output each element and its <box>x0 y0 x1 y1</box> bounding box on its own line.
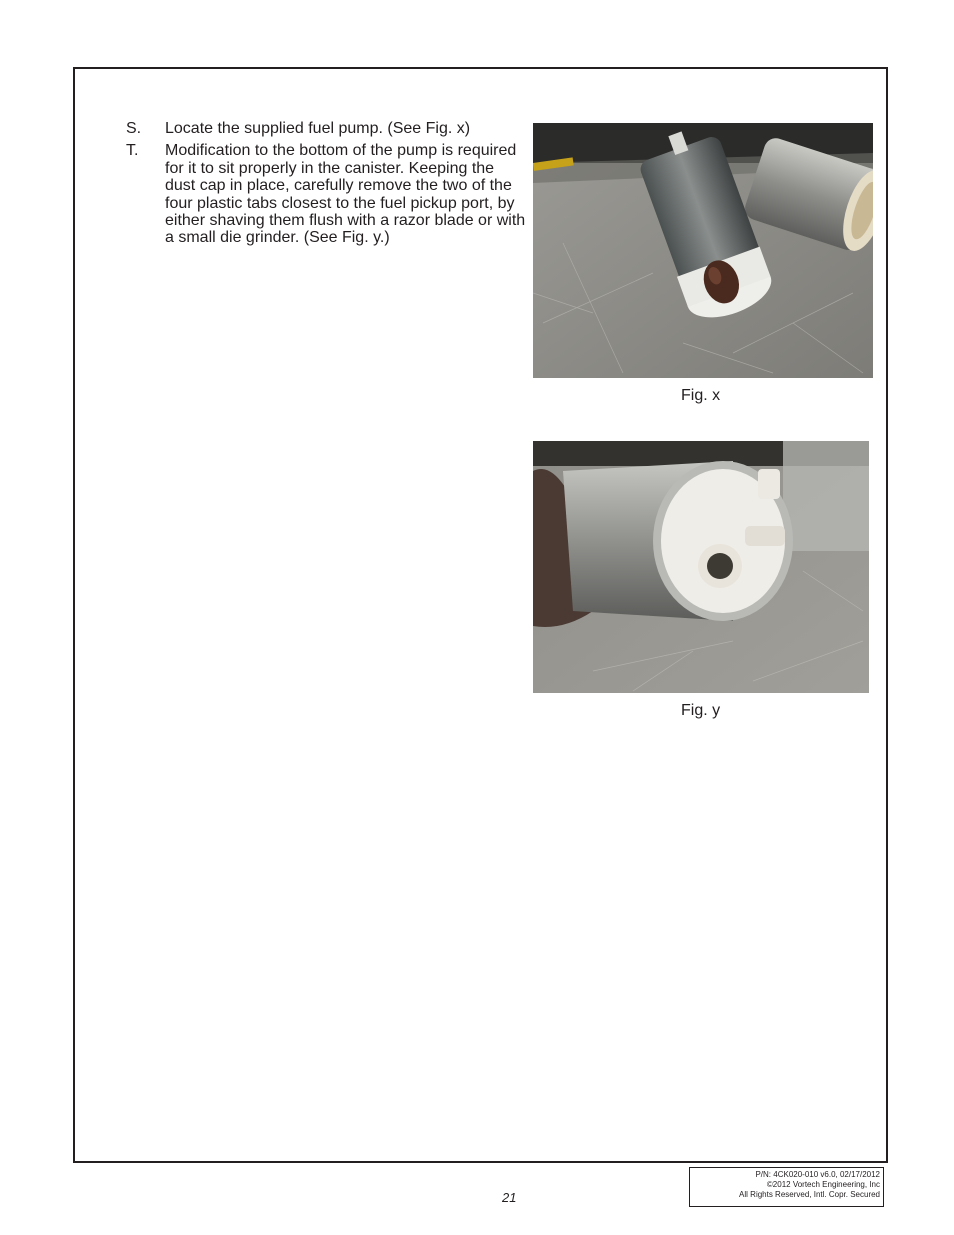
step-text: Modification to the bottom of the pump is required for it to sit properly in the canister. Keeping the dust cap in place, carefully remove the two of the four plastic tabs closest to the fuel pickup port, by either shaving them flush with a razor blade or with a small die grinder. (See Fig. y.) <box>165 142 526 247</box>
page-number: 21 <box>502 1190 517 1205</box>
step-text: Locate the supplied fuel pump. (See Fig. x) <box>165 120 471 137</box>
part-number: P/N: 4CK020-010 v6.0, 02/17/2012 <box>755 1170 880 1179</box>
pump-bottom-photo <box>533 441 869 693</box>
step-s <box>126 120 526 137</box>
figure-caption: Fig. x <box>681 387 721 404</box>
rights-line: All Rights Reserved, Intl. Copr. Secured <box>739 1190 880 1199</box>
step-letter: T. <box>126 142 139 160</box>
step-letter: S. <box>126 120 142 137</box>
copyright-line: ©2012 Vortech Engineering, Inc <box>766 1180 880 1189</box>
step-t <box>126 142 526 246</box>
instruction-steps <box>126 120 526 252</box>
fuel-pump-photo <box>533 123 873 378</box>
figure-caption: Fig. y <box>681 702 721 719</box>
copyright-box <box>689 1167 884 1207</box>
